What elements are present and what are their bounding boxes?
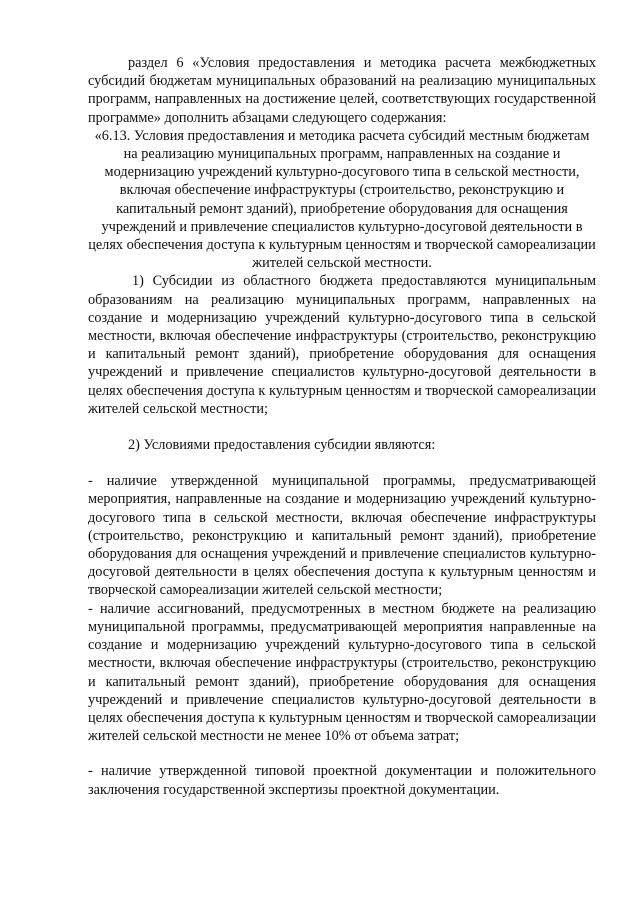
condition-2-paragraph: - наличие ассигнований, предусмотренных в местном бюджете на реализацию муниципальной программы, предусматривающей мероприятия направленные на создание и модернизацию учреждений культурно-досугового типа в сельской местности, включая обеспечение инфраструктуры (строительство, реконструкцию и капитальный ремонт зданий), приобретение оборудования для оснащения учреждений и привлечение специалистов культурно-досуговой деятельности в целях обеспечения доступа к культурным ценностям и творческой самореализации жителей сельской местности не менее 10% от объема затрат; — [88, 600, 596, 745]
item-1-paragraph: 1) Субсидии из областного бюджета предоставляются муниципальным образованиям на реализацию муниципальных программ, направленных на создание и модернизацию учреждений культурно-досугового типа в сельской местности, включая обеспечение инфраструктуры (строительство, реконструкцию и капитальный ремонт зданий), приобретение оборудования для оснащения учреждений и привлечение специалистов культурно-досуговой деятельности в целях обеспечения доступа к культурным ценностям и творческой самореализации жителей сельской местности; — [88, 273, 596, 417]
spacer — [88, 745, 596, 762]
document-page — [88, 54, 596, 799]
section-heading: «6.13. Условия предоставления и методика расчета субсидий местным бюджетам на реализацию муниципальных программ, направленных на создание и модернизацию учреждений культурно-досугового типа в сельской местности, включая обеспечение инфраструктуры (строительство, реконструкцию и капитальный ремонт зданий), приобретение оборудования для оснащения учреждений и привлечение специалистов культурно-досуговой деятельности в целях обеспечения доступа к культурным ценностям и творческой самореализации жителей сельской местности. — [88, 127, 596, 272]
spacer — [88, 418, 596, 436]
spacer — [88, 454, 596, 472]
condition-3-paragraph: - наличие утвержденной типовой проектной документации и положительного заключения государственной экспертизы проектной документации. — [88, 763, 596, 798]
intro-paragraph: раздел 6 «Условия предоставления и методика расчета межбюджетных субсидий бюджетам муниципальных образований на реализацию муниципальных программ, направленных на достижение целей, соответствующих государственной программе» дополнить абзацами следующего содержания: — [88, 55, 596, 126]
condition-1-paragraph: - наличие утвержденной муниципальной программы, предусматривающей мероприятия, направленные на создание и модернизацию учреждений культурно-досугового типа в сельской местности, включая обеспечение инфраструктуры (строительство, реконструкцию и капитальный ремонт зданий), приобретение оборудования для оснащения учреждений и привлечение специалистов культурно-досуговой деятельности в целях обеспечения доступа к культурным ценностям и творческой самореализации жителей сельской местности; — [88, 473, 596, 599]
item-2-paragraph: 2) Условиями предоставления субсидии являются: — [128, 437, 436, 454]
